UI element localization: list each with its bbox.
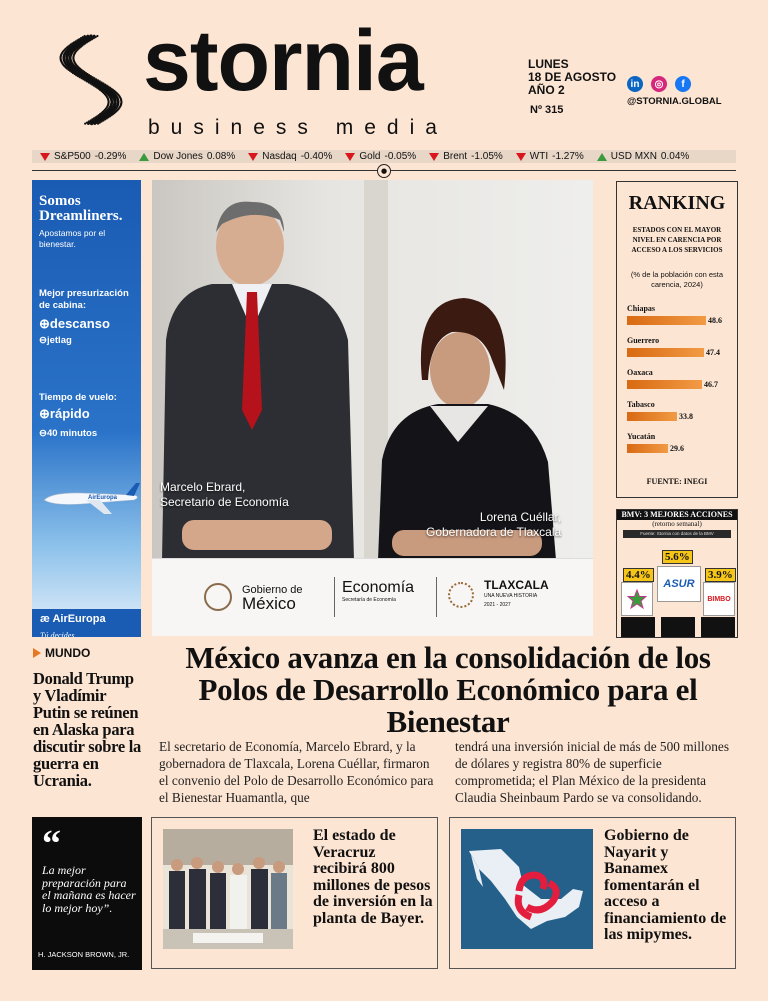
arrow-up-icon — [597, 153, 607, 161]
logo-dot — [97, 123, 99, 125]
group-photo — [163, 829, 293, 949]
logo-dot — [90, 122, 93, 125]
aireuropa-logo-icon: æ — [40, 613, 53, 625]
quote-mark-icon: “ — [42, 823, 61, 865]
ranking-note: (% de la población con esta carencia, 2024) — [630, 270, 724, 289]
instagram-icon[interactable]: ◎ — [651, 76, 667, 92]
issue-date-text: 18 DE AGOSTO — [528, 70, 617, 84]
ticker-item — [40, 151, 126, 162]
arrow-down-icon — [516, 153, 526, 161]
ticker-change: 0.04% — [660, 151, 690, 162]
hero-photo[interactable] — [152, 180, 593, 636]
mundo-headline[interactable]: Donald Trump y Vladímir Putin se reúnen en Alaska para discutir sobre la guerra en Ucrania. — [33, 669, 141, 790]
ranking-value: 29.6 — [670, 444, 684, 453]
ad-brand-tag: Tú decides — [40, 631, 75, 637]
ticker-name: WTI — [529, 151, 549, 162]
ad-brand: æ AirEuropa — [40, 613, 106, 625]
ad-title: Somos Dreamliners. — [39, 193, 123, 224]
gobierno-mexico-logo: Gobierno de México — [204, 583, 303, 611]
caption-ebrard — [160, 480, 289, 510]
ranking-value: 47.4 — [706, 348, 720, 357]
economia-logo: Economía Secretaría de Economía — [342, 579, 415, 603]
tlaxcala-logo: TLAXCALA UNA NUEVA HISTORIA 2021 - 2027 — [448, 579, 549, 610]
minus-icon: ⊖ — [39, 428, 47, 439]
ticker-item — [345, 151, 416, 162]
ticker-item — [597, 151, 689, 162]
star-logo-icon — [627, 589, 647, 609]
podium-left — [621, 617, 655, 638]
caption-cuellar-name: Lorena Cuéllar, — [479, 510, 562, 524]
ticker-item — [429, 151, 503, 162]
mundo-section-tag[interactable]: MUNDO — [33, 646, 90, 660]
bimbo-logo: BIMBO — [703, 582, 735, 616]
ticker-change: -0.29% — [94, 151, 127, 162]
bmv-title: BMV: 3 MEJORES ACCIONES — [617, 510, 737, 520]
arrow-right-icon — [33, 648, 41, 658]
ticker-item — [248, 151, 332, 162]
minus-icon: ⊖ — [39, 335, 47, 346]
bmv-subtitle: (retorno semanal) — [652, 520, 702, 528]
second-stock-logo — [621, 582, 653, 616]
lead-headline[interactable]: México avanza en la consolidación de los Polos de Desarrollo Económico para el Bienestar — [185, 640, 711, 739]
podium-right — [701, 617, 735, 638]
stornia-logo-icon — [58, 28, 124, 132]
ad-flight-plus: ⊕rápido — [39, 406, 90, 421]
social-handle[interactable]: @STORNIA.GLOBAL — [627, 96, 722, 107]
quote-box — [32, 817, 142, 970]
issue-day: LUNES — [528, 57, 569, 71]
aireuropa-ad[interactable] — [32, 180, 141, 637]
logo-dot — [93, 122, 96, 125]
ticker-change: -0.05% — [384, 151, 417, 162]
bmv-first-pct: 5.6% — [662, 550, 693, 564]
ad-flight-minus: ⊖40 minutos — [39, 428, 98, 439]
quote-text: La mejor preparación para el mañana es hacer lo mejor hoy”. — [42, 863, 136, 915]
ad-cabin-label: Mejor presurización de cabina: — [39, 288, 129, 311]
divider-ornament-icon: ● — [377, 164, 391, 178]
logo-dot — [84, 123, 86, 125]
ranking-bar — [627, 316, 706, 325]
quote-author: H. JACKSON BROWN, JR. — [38, 950, 130, 959]
ranking-category: Yucatán — [627, 432, 656, 441]
ticker-name: USD MXN — [610, 151, 657, 162]
ranking-bar — [627, 444, 668, 453]
issue-year: AÑO 2 — [528, 83, 565, 97]
caption-cuellar — [426, 510, 561, 540]
story-nayarit-title: Gobierno de Nayarit y Banamex fomentarán el acceso a financiamiento de las mipymes. — [604, 827, 727, 943]
market-ticker — [32, 150, 736, 163]
mexico-map-banamex — [461, 829, 593, 949]
event-banner — [152, 558, 593, 636]
bmv-source: Fuente: Stornia con datos de la BMV — [623, 530, 731, 538]
ranking-value: 48.6 — [708, 316, 722, 325]
ad-slogan: Apostamos por el bienestar. — [39, 228, 106, 249]
ranking-bar — [627, 348, 704, 357]
plus-icon: ⊕ — [39, 316, 50, 331]
arrow-down-icon — [345, 153, 355, 161]
caption-ebrard-role: Secretario de Economía — [160, 495, 289, 509]
ranking-value: 46.7 — [704, 380, 718, 389]
arrow-up-icon — [139, 153, 149, 161]
social-links — [627, 76, 691, 92]
ranking-category: Tabasco — [627, 400, 655, 409]
ticker-name: S&P500 — [54, 151, 91, 162]
ranking-source: FUENTE: INEGI — [646, 477, 708, 486]
airplane-icon — [42, 480, 141, 520]
arrow-down-icon — [40, 153, 50, 161]
story-veracruz-card[interactable] — [151, 817, 438, 969]
issue-date — [528, 58, 616, 97]
brand-tagline: business media — [148, 116, 448, 139]
podium-center — [661, 617, 695, 638]
tlaxcala-emblem-icon — [448, 582, 474, 608]
ticker-change: -1.05% — [471, 151, 503, 162]
bmv-panel — [616, 509, 738, 638]
plus-icon: ⊕ — [39, 406, 50, 421]
ad-brand-footer — [32, 609, 141, 637]
caption-ebrard-name: Marcelo Ebrard, — [160, 480, 246, 494]
ranking-bar — [627, 412, 677, 421]
brand-name: stornia — [143, 13, 423, 109]
ticker-item — [516, 151, 584, 162]
arrow-down-icon — [248, 153, 258, 161]
ranking-bar — [627, 380, 702, 389]
ticker-name: Nasdaq — [262, 151, 297, 162]
ranking-title: RANKING — [628, 192, 726, 214]
ranking-subtitle: ESTADOS CON EL MAYOR NIVEL EN CARENCIA POR ACCESO A LOS SERVICIOS — [631, 226, 723, 254]
ranking-value: 33.8 — [679, 412, 693, 421]
asur-logo: ASUR — [657, 566, 701, 602]
ticker-item — [139, 151, 235, 162]
ticker-change: -0.40% — [300, 151, 333, 162]
ticker-name: Gold — [359, 151, 381, 162]
lead-body-col2: tendrá una inversión inicial de más de 500 millones de dólares y registra 80% de superficie comprometida; el Plan México de la presidenta Claudia Sheinbaum Pardo se va consolidando. — [455, 739, 729, 805]
plane-livery-text: AirEuropa — [88, 495, 118, 501]
story-veracruz-title: El estado de Veracruz recibirá 800 millones de pesos de inversión en la planta de Bayer. — [313, 827, 433, 927]
lead-body-col1: El secretario de Economía, Marcelo Ebrard, y la gobernadora de Tlaxcala, Lorena Cuéllar, firmaron el convenio del Polo de Desarrollo Económico para el Bienestar Huamantla, que — [159, 739, 434, 805]
logo-dot — [87, 122, 90, 125]
ticker-name: Dow Jones — [153, 151, 203, 162]
caption-cuellar-role: Gobernadora de Tlaxcala — [426, 525, 562, 539]
issue-number: Nº 315 — [530, 104, 564, 116]
arrow-down-icon — [429, 153, 439, 161]
ranking-category: Guerrero — [627, 336, 660, 345]
ranking-category: Oaxaca — [627, 368, 653, 377]
ad-cabin-plus: ⊕descanso — [39, 316, 110, 331]
ticker-change: -1.27% — [552, 151, 584, 162]
ranking-panel — [616, 181, 738, 498]
linkedin-icon[interactable]: in — [627, 76, 643, 92]
ranking-category: Chiapas — [627, 304, 656, 313]
ad-cabin-minus: ⊖jetlag — [39, 335, 72, 346]
ticker-name: Brent — [443, 151, 468, 162]
story-nayarit-card[interactable] — [449, 817, 736, 969]
bmv-third-pct: 3.9% — [705, 568, 736, 582]
bmv-second-pct: 4.4% — [623, 568, 654, 582]
facebook-icon[interactable]: f — [675, 76, 691, 92]
ticker-change: 0.08% — [206, 151, 236, 162]
ad-flight-label: Tiempo de vuelo: — [39, 392, 117, 403]
coat-of-arms-icon — [204, 583, 232, 611]
